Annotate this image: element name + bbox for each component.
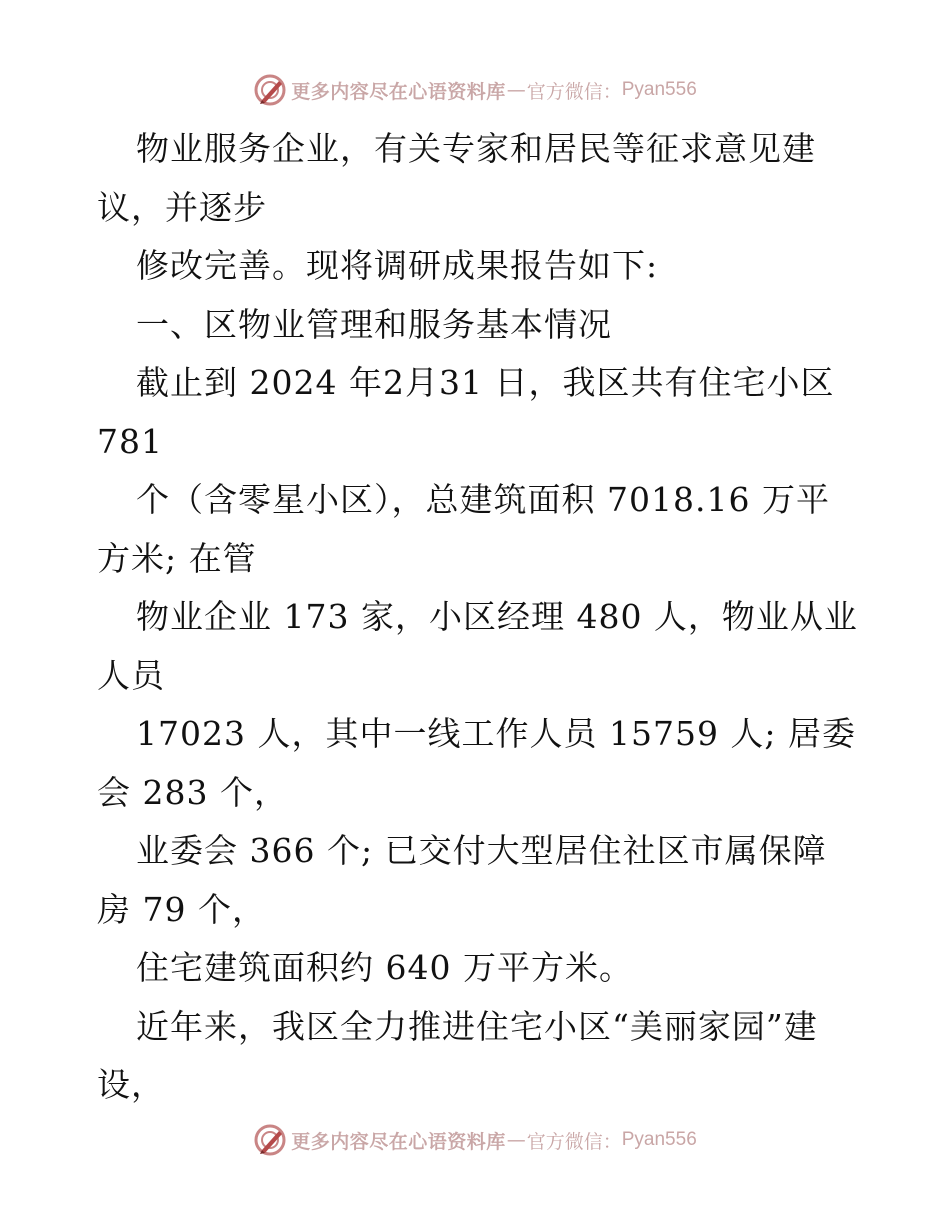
footer-site-name: 更多内容尽在心语资料库 bbox=[291, 1130, 506, 1153]
pen-logo-icon bbox=[253, 1123, 287, 1157]
header-site-name: 更多内容尽在心语资料库 bbox=[291, 80, 506, 103]
body-line: 17023 人，其中一线工作人员 15759 人; 居委 bbox=[136, 714, 857, 753]
footer-banner bbox=[0, 1122, 950, 1158]
header-contact-label: 官方微信： bbox=[526, 80, 622, 103]
header-contact-id: Pyan556 bbox=[621, 79, 697, 100]
section-heading: 一、区物业管理和服务基本情况 bbox=[136, 304, 612, 344]
body-line: 业委会 366 个; 已交付大型居住社区市属保障 bbox=[136, 831, 827, 870]
footer-contact-id: Pyan556 bbox=[621, 1129, 697, 1150]
body-line: 近年来，我区全力推进住宅小区“美丽家园”建 bbox=[136, 1006, 818, 1046]
document-body bbox=[97, 120, 857, 1115]
body-line: 设， bbox=[97, 1065, 165, 1104]
body-line: 截止到 2024 年2月31 日，我区共有住宅小区 bbox=[136, 363, 835, 402]
pen-logo-icon bbox=[253, 73, 287, 107]
body-line: 房 79 个， bbox=[97, 889, 266, 929]
body-line: 会 283 个， bbox=[97, 772, 288, 812]
body-line: 修改完善。现将调研成果报告如下: bbox=[136, 246, 659, 285]
body-line: 住宅建筑面积约 640 万平方米。 bbox=[136, 948, 633, 987]
header-banner bbox=[0, 72, 950, 108]
footer-separator: — bbox=[506, 1129, 526, 1151]
body-line: 781 bbox=[97, 421, 163, 461]
body-line: 个（含零星小区），总建筑面积 7018.16 万平 bbox=[136, 480, 830, 519]
body-line: 物业服务企业，有关专家和居民等征求意见建 bbox=[136, 129, 816, 168]
body-line: 议，并逐步 bbox=[97, 187, 267, 227]
header-separator: — bbox=[506, 79, 526, 101]
footer-contact-label: 官方微信： bbox=[526, 1130, 622, 1153]
body-line: 方米; 在管 bbox=[97, 538, 257, 578]
body-line: 人员 bbox=[97, 655, 165, 695]
body-line: 物业企业 173 家，小区经理 480 人，物业从业 bbox=[136, 597, 858, 636]
